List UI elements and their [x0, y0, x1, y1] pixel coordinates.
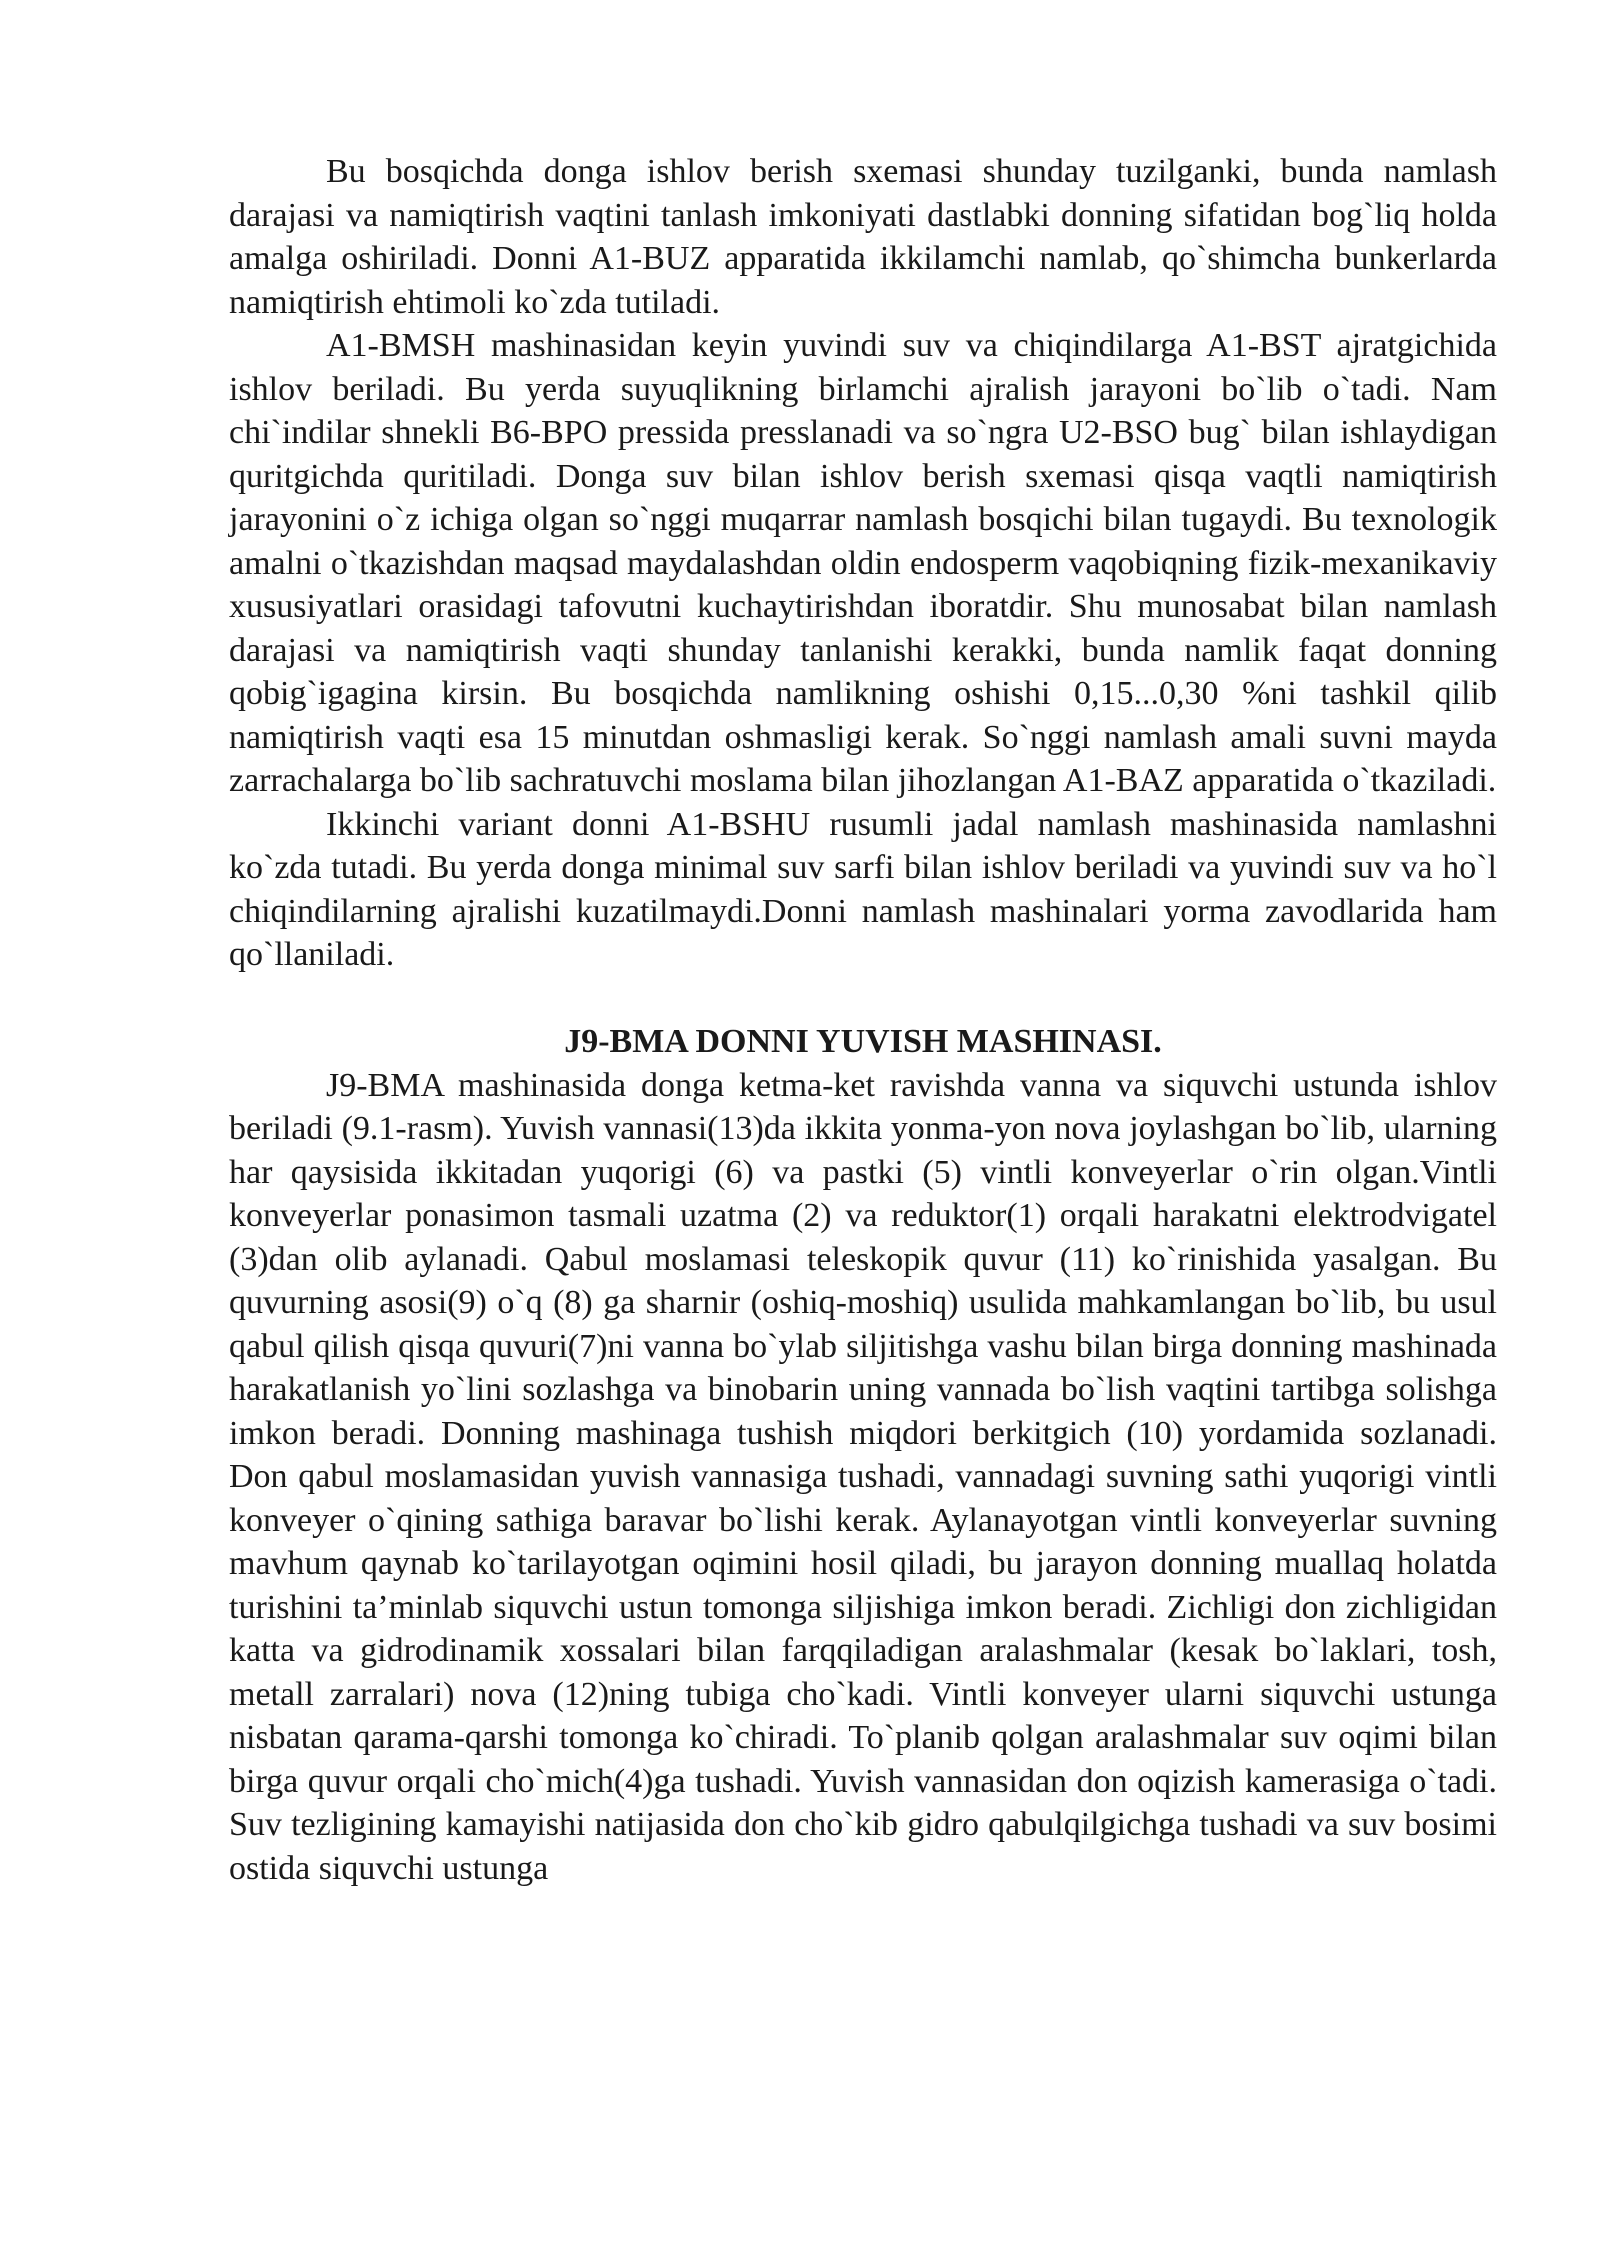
paragraph: A1-BMSH mashinasidan keyin yuvindi suv va chiqindilarga A1-BST ajratgichida ishlov beriladi. Bu yerda suyuqlikning birlamchi ajralish jarayoni bo`lib o`tadi. Nam chi`indilar shnekli B6-BPO pressida presslanadi va so`ngra U2-BSO bug` bilan ishlaydigan quritgichda quritiladi. Donga suv bilan ishlov berish sxemasi qisqa vaqtli namiqtirish jarayonini o`z ichiga olgan so`nggi muqarrar namlash bosqichi bilan tugaydi. Bu texnologik amalni o`tkazishdan maqsad maydalashdan oldin endosperm vaqobiqning fizik-mexanikaviy xususiyatlari orasidagi tafovutni kuchaytirishdan iboratdir. Shu munosabat bilan namlash darajasi va namiqtirish vaqti shunday tanlanishi kerakki, bunda namlik faqat donning qobig`igagina kirsin. Bu bosqichda namlikning oshishi 0,15...0,30 %ni tashkil qilib namiqtirish vaqti esa 15 minutdan oshmasligi kerak. So`nggi namlash amali suvni mayda zarrachalarga bo`lib sachratuvchi moslama bilan jihozlangan A1-BAZ apparatida o`tkaziladi. [229, 327, 1497, 799]
blank-line [229, 977, 1497, 1021]
paragraph: Ikkinchi variant donni A1-BSHU rusumli jadal namlash mashinasida namlashni ko`zda tutadi. Bu yerda donga minimal suv sarfi bilan ishlov beriladi va yuvindi suv va ho`l chiqindilarning ajralishi kuzatilmaydi.Donni namlash mashinalari yorma zavodlarida ham qo`llaniladi. [229, 805, 1497, 973]
paragraph: J9-BMA mashinasida donga ketma-ket ravishda vanna va siquvchi ustunda ishlov beriladi (9.1-rasm). Yuvish vannasi(13)da ikkita yonma-yon nova joylashgan bo`lib, ularning har qaysisida ikkitadan yuqorigi (6) va pastki (5) vintli konveyerlar o`rin olgan.Vintli konveyerlar ponasimon tasmali uzatma (2) va reduktor(1) orqali harakatni elektrodvigatel (3)dan olib aylanadi. Qabul moslamasi teleskopik quvur (11) ko`rinishida yasalgan. Bu quvurning asosi(9) o`q (8) ga sharnir (oshiq-moshiq) usulida mahkamlangan bo`lib, bu usul qabul qilish qisqa quvuri(7)ni vanna bo`ylab siljitishga vashu bilan birga donning mashinada harakatlanish yo`lini sozlashga va binobarin uning vannada bo`lish vaqtini tartibga solishga imkon beradi. Donning mashinaga tushish miqdori berkitgich (10) yordamida sozlanadi. Don qabul moslamasidan yuvish vannasiga tushadi, vannadagi suvning sathi yuqorigi vintli konveyer o`qining sathiga baravar bo`lishi kerak. Aylanayotgan vintli konveyerlar suvning mavhum qaynab ko`tarilayotgan oqimini hosil qiladi, bu jarayon donning muallaq holatda turishini ta’minlab siquvchi ustun tomonga siljishiga imkon beradi. Zichligi don zichligidan katta va gidrodinamik xossalari bilan farqqiladigan aralashmalar (kesak bo`laklari, tosh, metall zarralari) nova (12)ning tubiga cho`kadi. Vintli konveyer ularni siquvchi ustunga nisbatan qarama-qarshi tomonga ko`chiradi. To`planib qolgan aralashmalar suv oqimi bilan birga quvur orqali cho`mich(4)ga tushadi. Yuvish vannasidan don oqizish kamerasiga o`tadi. Suv tezligining kamayishi natijasida don cho`kib gidro qabulqilgichga tushadi va suv bosimi ostida siquvchi ustunga [229, 1066, 1497, 1887]
paragraph: Bu bosqichda donga ishlov berish sxemasi shunday tuzilganki, bunda namlash darajasi va namiqtirish vaqtini tanlash imkoniyati dastlabki donning sifatidan bog`liq holda amalga oshiriladi. Donni A1-BUZ apparatida ikkilamchi namlab, qo`shimcha bunkerlarda namiqtirish ehtimoli ko`zda tutiladi. [229, 153, 1497, 321]
document-page [229, 150, 1497, 1890]
section-heading: J9-BMA DONNI YUVISH MASHINASI. [564, 1023, 1162, 1060]
